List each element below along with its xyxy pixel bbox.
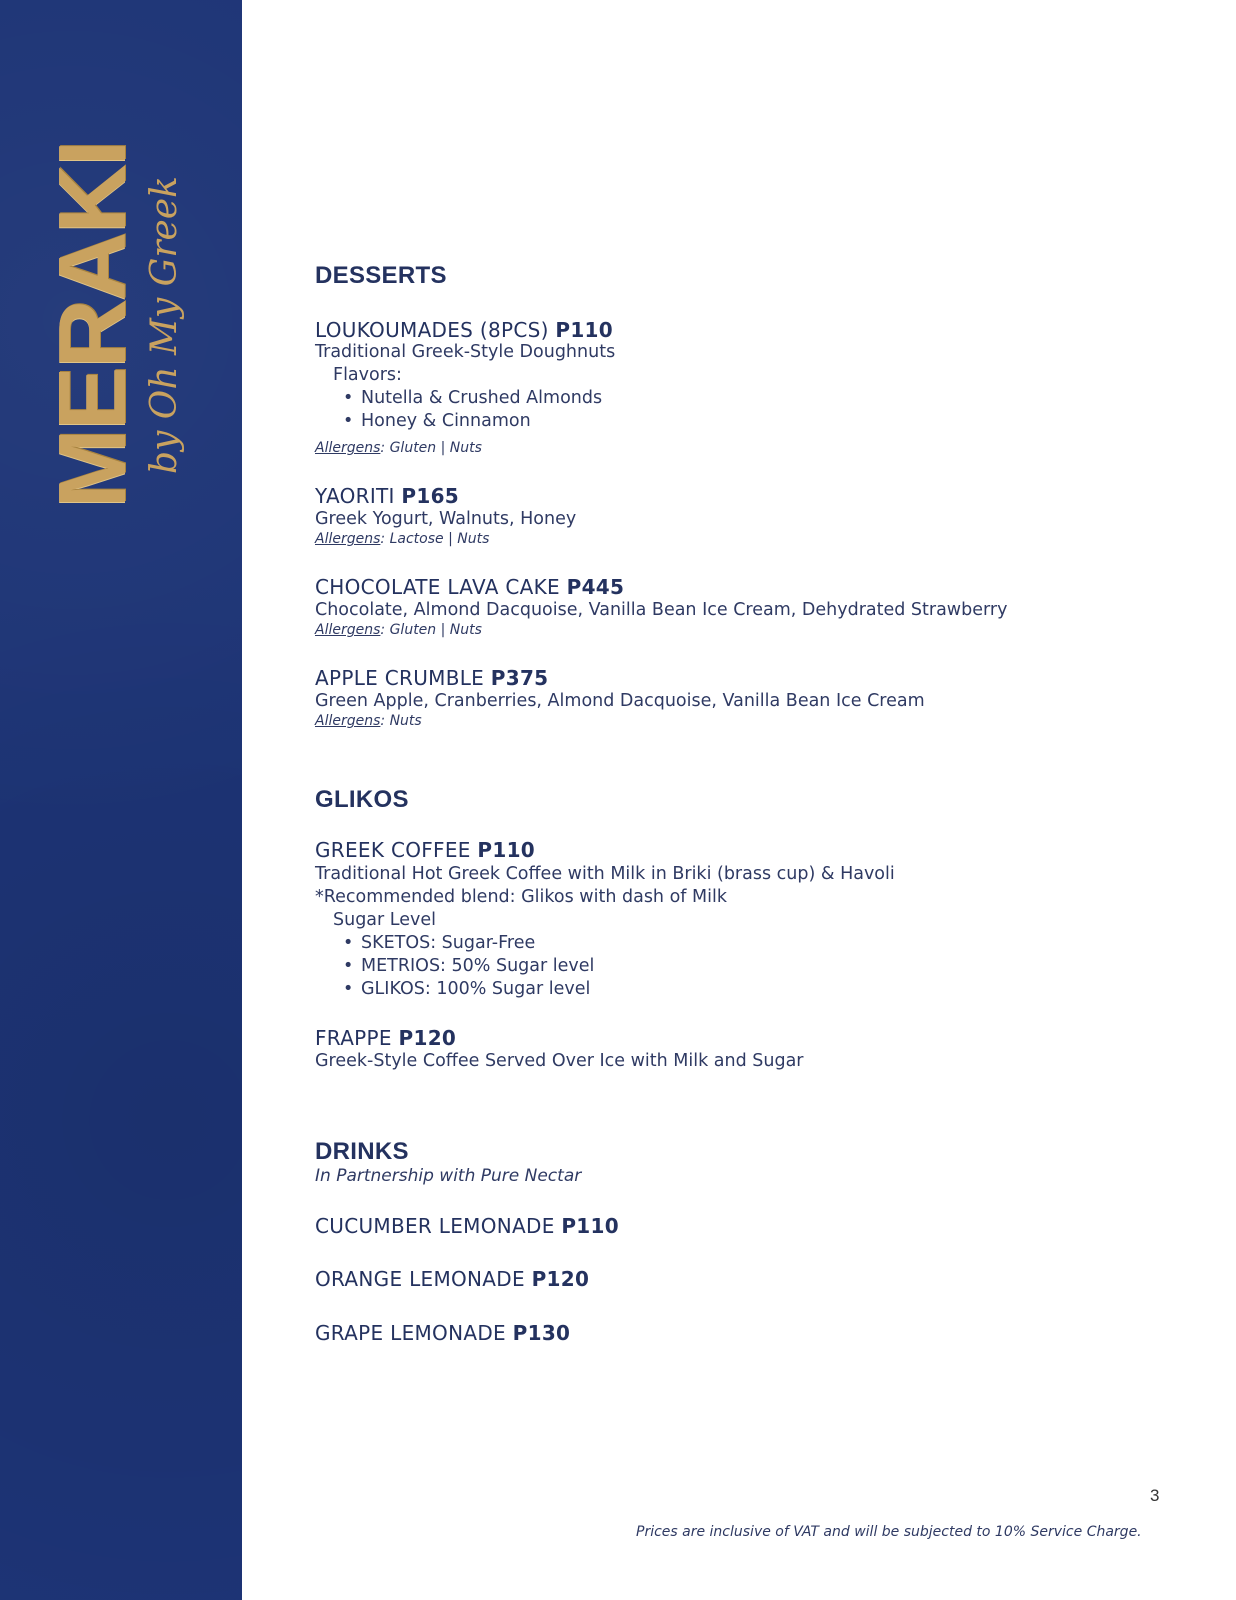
option-item: • GLIKOS: 100% Sugar level — [343, 979, 591, 999]
item-note: *Recommended blend: Glikos with dash of Milk — [315, 887, 727, 907]
item-description: Greek Yogurt, Walnuts, Honey — [315, 509, 577, 529]
option-item: • SKETOS: Sugar-Free — [343, 933, 536, 953]
item-description: Chocolate, Almond Dacquoise, Vanilla Bean Ice Cream, Dehydrated Strawberry — [315, 600, 1008, 620]
menu-item-greek-coffee — [315, 838, 535, 862]
item-description: Traditional Hot Greek Coffee with Milk in Briki (brass cup) & Havoli — [315, 864, 895, 884]
meraki-logo — [39, 140, 192, 510]
item-name: LOUKOUMADES (8PCS) — [315, 318, 549, 342]
allergen-info: Allergens: Gluten | Nuts — [315, 622, 482, 638]
menu-item-chocolate-lava-cake — [315, 575, 624, 599]
item-price: P110 — [477, 838, 536, 862]
item-price: P110 — [561, 1214, 619, 1238]
option-item: • Honey & Cinnamon — [343, 411, 531, 431]
logo-script: by Oh My Greek — [144, 176, 185, 475]
option-item: • Nutella & Crushed Almonds — [343, 388, 603, 408]
item-name: CHOCOLATE LAVA CAKE — [315, 575, 560, 599]
allergen-info: Allergens: Gluten | Nuts — [315, 440, 482, 456]
allergen-info: Allergens: Lactose | Nuts — [315, 531, 490, 547]
item-price: P120 — [531, 1267, 590, 1291]
menu-item-frappe — [315, 1026, 456, 1050]
item-name: ORANGE LEMONADE — [315, 1267, 525, 1291]
menu-item-loukoumades — [315, 318, 613, 342]
item-name: GRAPE LEMONADE — [315, 1321, 506, 1345]
options-label: Flavors: — [333, 365, 402, 385]
section-title-desserts: DESSERTS — [315, 262, 447, 289]
service-charge-note: Prices are inclusive of VAT and will be subjected to 10% Service Charge. — [636, 1524, 1142, 1540]
option-item: • METRIOS: 50% Sugar level — [343, 956, 595, 976]
item-price: P375 — [490, 666, 549, 690]
menu-item-grape-lemonade — [315, 1321, 570, 1345]
menu-item-cucumber-lemonade — [315, 1214, 619, 1238]
item-price: P445 — [566, 575, 625, 599]
menu-item-orange-lemonade — [315, 1267, 589, 1291]
item-description: Traditional Greek-Style Doughnuts — [315, 342, 616, 362]
menu-item-apple-crumble — [315, 666, 548, 690]
item-price: P165 — [401, 484, 460, 508]
logo-word: MERAKI — [39, 141, 146, 509]
item-description: Green Apple, Cranberries, Almond Dacquoise, Vanilla Bean Ice Cream — [315, 691, 925, 711]
item-price: P110 — [555, 318, 613, 342]
allergen-info: Allergens: Nuts — [315, 713, 422, 729]
section-title-drinks: DRINKS — [315, 1138, 409, 1165]
item-name: CUCUMBER LEMONADE — [315, 1214, 555, 1238]
item-name: GREEK COFFEE — [315, 838, 471, 862]
item-name: APPLE CRUMBLE — [315, 666, 485, 690]
item-name: FRAPPE — [315, 1026, 392, 1050]
item-description: Greek-Style Coffee Served Over Ice with Milk and Sugar — [315, 1051, 804, 1071]
page-number: 3 — [1150, 1486, 1160, 1505]
menu-item-yaoriti — [315, 484, 459, 508]
section-subtitle: In Partnership with Pure Nectar — [315, 1166, 582, 1186]
brand-sidebar — [0, 0, 242, 1600]
options-label: Sugar Level — [333, 910, 436, 930]
item-price: P130 — [512, 1321, 571, 1345]
item-price: P120 — [398, 1026, 457, 1050]
item-name: YAORITI — [315, 484, 395, 508]
section-title-glikos: GLIKOS — [315, 786, 409, 813]
